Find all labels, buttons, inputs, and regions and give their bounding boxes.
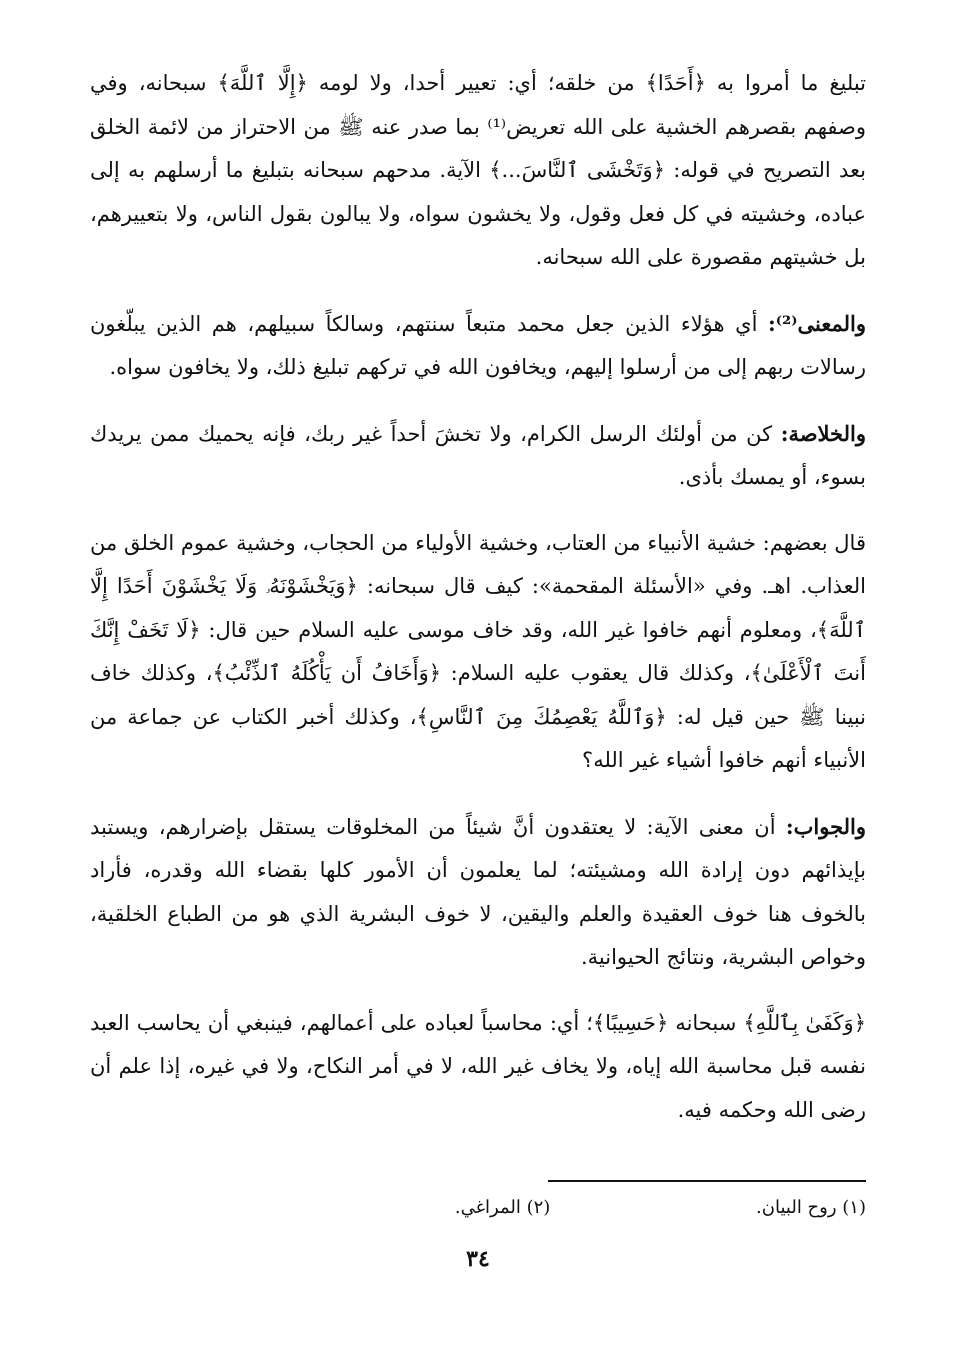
paragraph-5-lead: والجواب: [785,813,866,839]
page-number: ٣٤ [466,1246,490,1272]
footnote-1: (١) روح البيان. [756,1197,866,1218]
paragraph-2-lead: والمعنى⁽²⁾: [768,310,866,336]
paragraph-1 [90,62,866,280]
paragraph-2-text: أي هؤلاء الذين جعل محمد متبعاً سنتهم، وسالكاً سبيلهم، هم الذين يبلّغون رسالات ربهم إلى من أرسلوا إليهم، ويخافون الله في تركهم تبليغ ذلك، ولا يخافون سواه. [90,311,866,379]
paragraph-3 [90,412,866,500]
paragraph-1-text: تبليغ ما أمروا به ﴿أَحَدًا﴾ من خلقه؛ أي: تعيير أحدا، ولا لومه ﴿إِلَّا ٱللَّهَ﴾ سبحانه، وفي وصفهم بقصرهم الخشية على الله تعريض⁽¹⁾ بما صدر عنه ﷺ من الاحتراز من لائمة الخلق بعد التصريح في قوله: ﴿وَتَخْشَى ٱلنَّاسَ...﴾ الآية. مدحهم سبحانه بتبليغ ما أرسلهم به إلى عباده، وخشيته في كل فعل وقول، ولا يخشون سواه، ولا يبالون بقول الناس، ولا بتعييرهم، بل خشيتهم مقصورة على الله سبحانه. [90,71,866,269]
footnote-divider [548,1180,866,1182]
footnotes [90,1194,866,1222]
paragraph-3-lead: والخلاصة: [780,420,866,446]
paragraph-3-text: كن من أولئك الرسل الكرام، ولا تخشَ أحداً غير ربك، فإنه يحميك ممن يريدك بسوء، أو يمسك بأذى. [90,421,866,489]
footnote-2: (٢) المراغي. [454,1197,551,1218]
paragraph-5 [90,805,866,980]
paragraph-2 [90,302,866,390]
paragraph-6-text: ﴿وَكَفَىٰ بِٱللَّهِ﴾ سبحانه ﴿حَسِيبًا﴾؛ أي: محاسباً لعباده على أعمالهم، فينبغي أن يحاسب العبد نفسه قبل محاسبة الله إياه، ولا يخاف غير الله، لا في أمر النكاح، ولا في غيره، إذا علم أن رضى الله وحكمه فيه. [90,1010,866,1122]
paragraph-5-text: أن معنى الآية: لا يعتقدون أنَّ شيئاً من المخلوقات يستقل بإضرارهم، ويستبد بإيذائهم دون إرادة الله ومشيئته؛ لما يعلمون أن الأمور كلها بقضاء الله وقدره، فأراد بالخوف هنا خوف العقيدة والعلم واليقين، لا خوف البشرية الذي هو من الطباع الخلقية، وخواص البشرية، ونتائج الحيوانية. [90,814,866,969]
paragraph-4-text: قال بعضهم: خشية الأنبياء من العتاب، وخشية الأولياء من الحجاب، وخشية عموم الخلق من العذاب. اهـ. وفي «الأسئلة المقحمة»: كيف قال سبحانه: ﴿وَيَخْشَوْنَهُۥ وَلَا يَخْشَوْنَ أَحَدًا إِلَّا ٱللَّهَ﴾، ومعلوم أنهم خافوا غير الله، وقد خاف موسى عليه السلام حين قال: ﴿لَا تَخَفْ إِنَّكَ أَنتَ ٱلْأَعْلَىٰ﴾، وكذلك قال يعقوب عليه السلام: ﴿وَأَخَافُ أَن يَأْكُلَهُ ٱلذِّئْبُ﴾، وكذلك خاف نبينا ﷺ حين قيل له: ﴿وَٱللَّهُ يَعْصِمُكَ مِنَ ٱلنَّاسِ﴾، وكذلك أخبر الكتاب عن جماعة من الأنبياء أنهم خافوا أشياء غير الله؟ [90,530,866,772]
paragraph-4 [90,522,866,783]
paragraph-6 [90,1002,866,1133]
page-body [90,62,866,1154]
